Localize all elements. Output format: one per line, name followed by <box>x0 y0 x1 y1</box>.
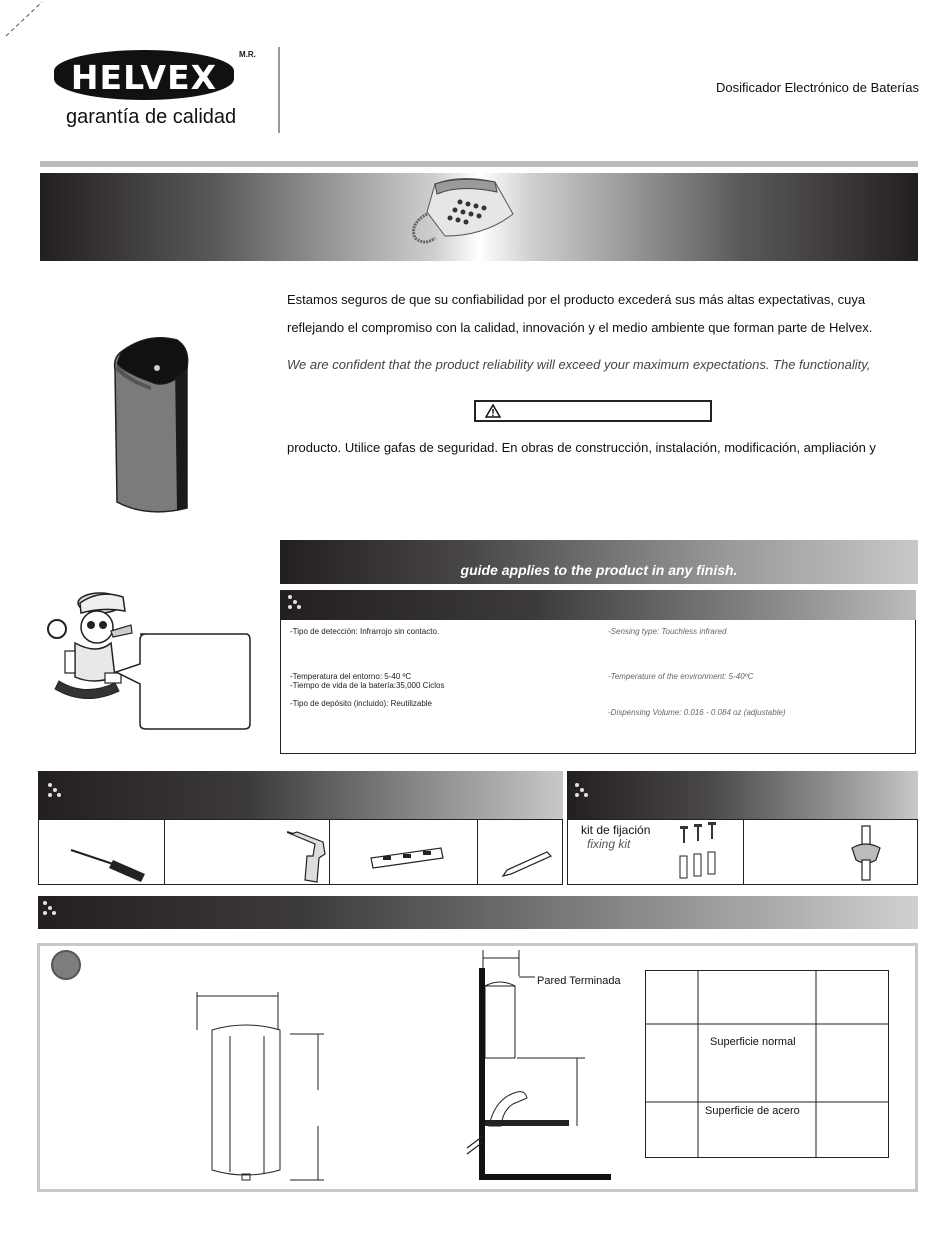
drill-icon <box>287 830 329 884</box>
spec-dispensing-volume-en: -Dispensing Volume: 0.016 - 0.084 oz (adjustable) <box>608 708 786 717</box>
screws-and-anchors-icon <box>676 822 722 882</box>
bullet-dots-icon <box>575 783 589 803</box>
dimensions-diagram <box>190 990 330 1185</box>
telephone-icon <box>405 174 515 254</box>
specs-header <box>280 590 916 620</box>
document-title: Dosificador Electrónico de Baterías <box>715 80 919 95</box>
warning-triangle-icon <box>485 404 501 418</box>
tools-header <box>38 771 563 819</box>
logo-tagline: garantía de calidad <box>66 106 237 128</box>
specs-panel <box>280 620 916 754</box>
bullet-dots-icon <box>48 783 62 803</box>
spec-sensing-type-en: -Sensing type: Touchless infrared <box>608 627 727 636</box>
spec-temperature-en: -Temperature of the environment: 5-40ºC <box>608 672 754 681</box>
key-tool-icon <box>846 824 886 884</box>
spec-temperature: -Temperatura del entorno: 5-40 ºC <box>290 672 412 681</box>
dispenser-product-image <box>107 330 193 516</box>
screwdriver-icon <box>69 844 149 884</box>
warning-box <box>474 400 712 422</box>
header-rule <box>40 161 918 167</box>
included-header <box>567 771 918 819</box>
level-icon <box>369 846 445 870</box>
fixing-kit-label-en: fixing kit <box>587 837 631 851</box>
spec-reservoir: -Tipo de depósito (incluido): Reutilizable <box>290 699 432 708</box>
surface-steel-label: Superficie de acero <box>705 1105 800 1117</box>
intro-line-2: reflejando el compromiso con la calidad, innovación y el medio ambiente que forman parte de Helvex. <box>287 320 873 335</box>
intro-line-en: We are confident that the product reliability will exceed your maximum expectations. The functionality, <box>287 357 871 372</box>
surface-normal-label: Superficie normal <box>710 1036 796 1048</box>
speech-bubble <box>112 632 252 732</box>
finished-wall-label: Pared Terminada <box>537 975 621 987</box>
intro-line-3: producto. Utilice gafas de seguridad. En obras de construcción, instalación, modificación, ampliación y <box>287 440 876 455</box>
fixing-kit-label: kit de fijación <box>581 823 651 837</box>
registered-mark: M.R. <box>239 50 256 59</box>
helvex-logo <box>54 50 256 135</box>
included-panel <box>567 819 918 885</box>
pencil-icon <box>499 848 553 878</box>
tools-panel <box>38 819 563 885</box>
table-lines <box>645 970 889 1158</box>
installation-header <box>38 896 918 929</box>
finish-note-text: guide applies to the product in any finish. <box>460 562 738 578</box>
crop-mark <box>4 0 44 40</box>
surface-table <box>645 970 889 1158</box>
finish-note-banner <box>280 540 918 584</box>
intro-line-1: Estamos seguros de que su confiabilidad por el producto excederá sus más altas expectativas, cuya <box>287 292 866 307</box>
header-divider <box>278 47 280 133</box>
spec-detection: -Tipo de detección: Infrarrojo sin contacto. <box>290 627 440 636</box>
bullet-dots-icon <box>288 595 302 615</box>
step-number-circle <box>51 950 81 980</box>
spec-battery-life: -Tiempo de vida de la batería:35,000 Ciclos <box>290 681 445 690</box>
bullet-dots-icon <box>43 901 57 921</box>
logo-wordmark: HELVEX <box>70 58 218 97</box>
